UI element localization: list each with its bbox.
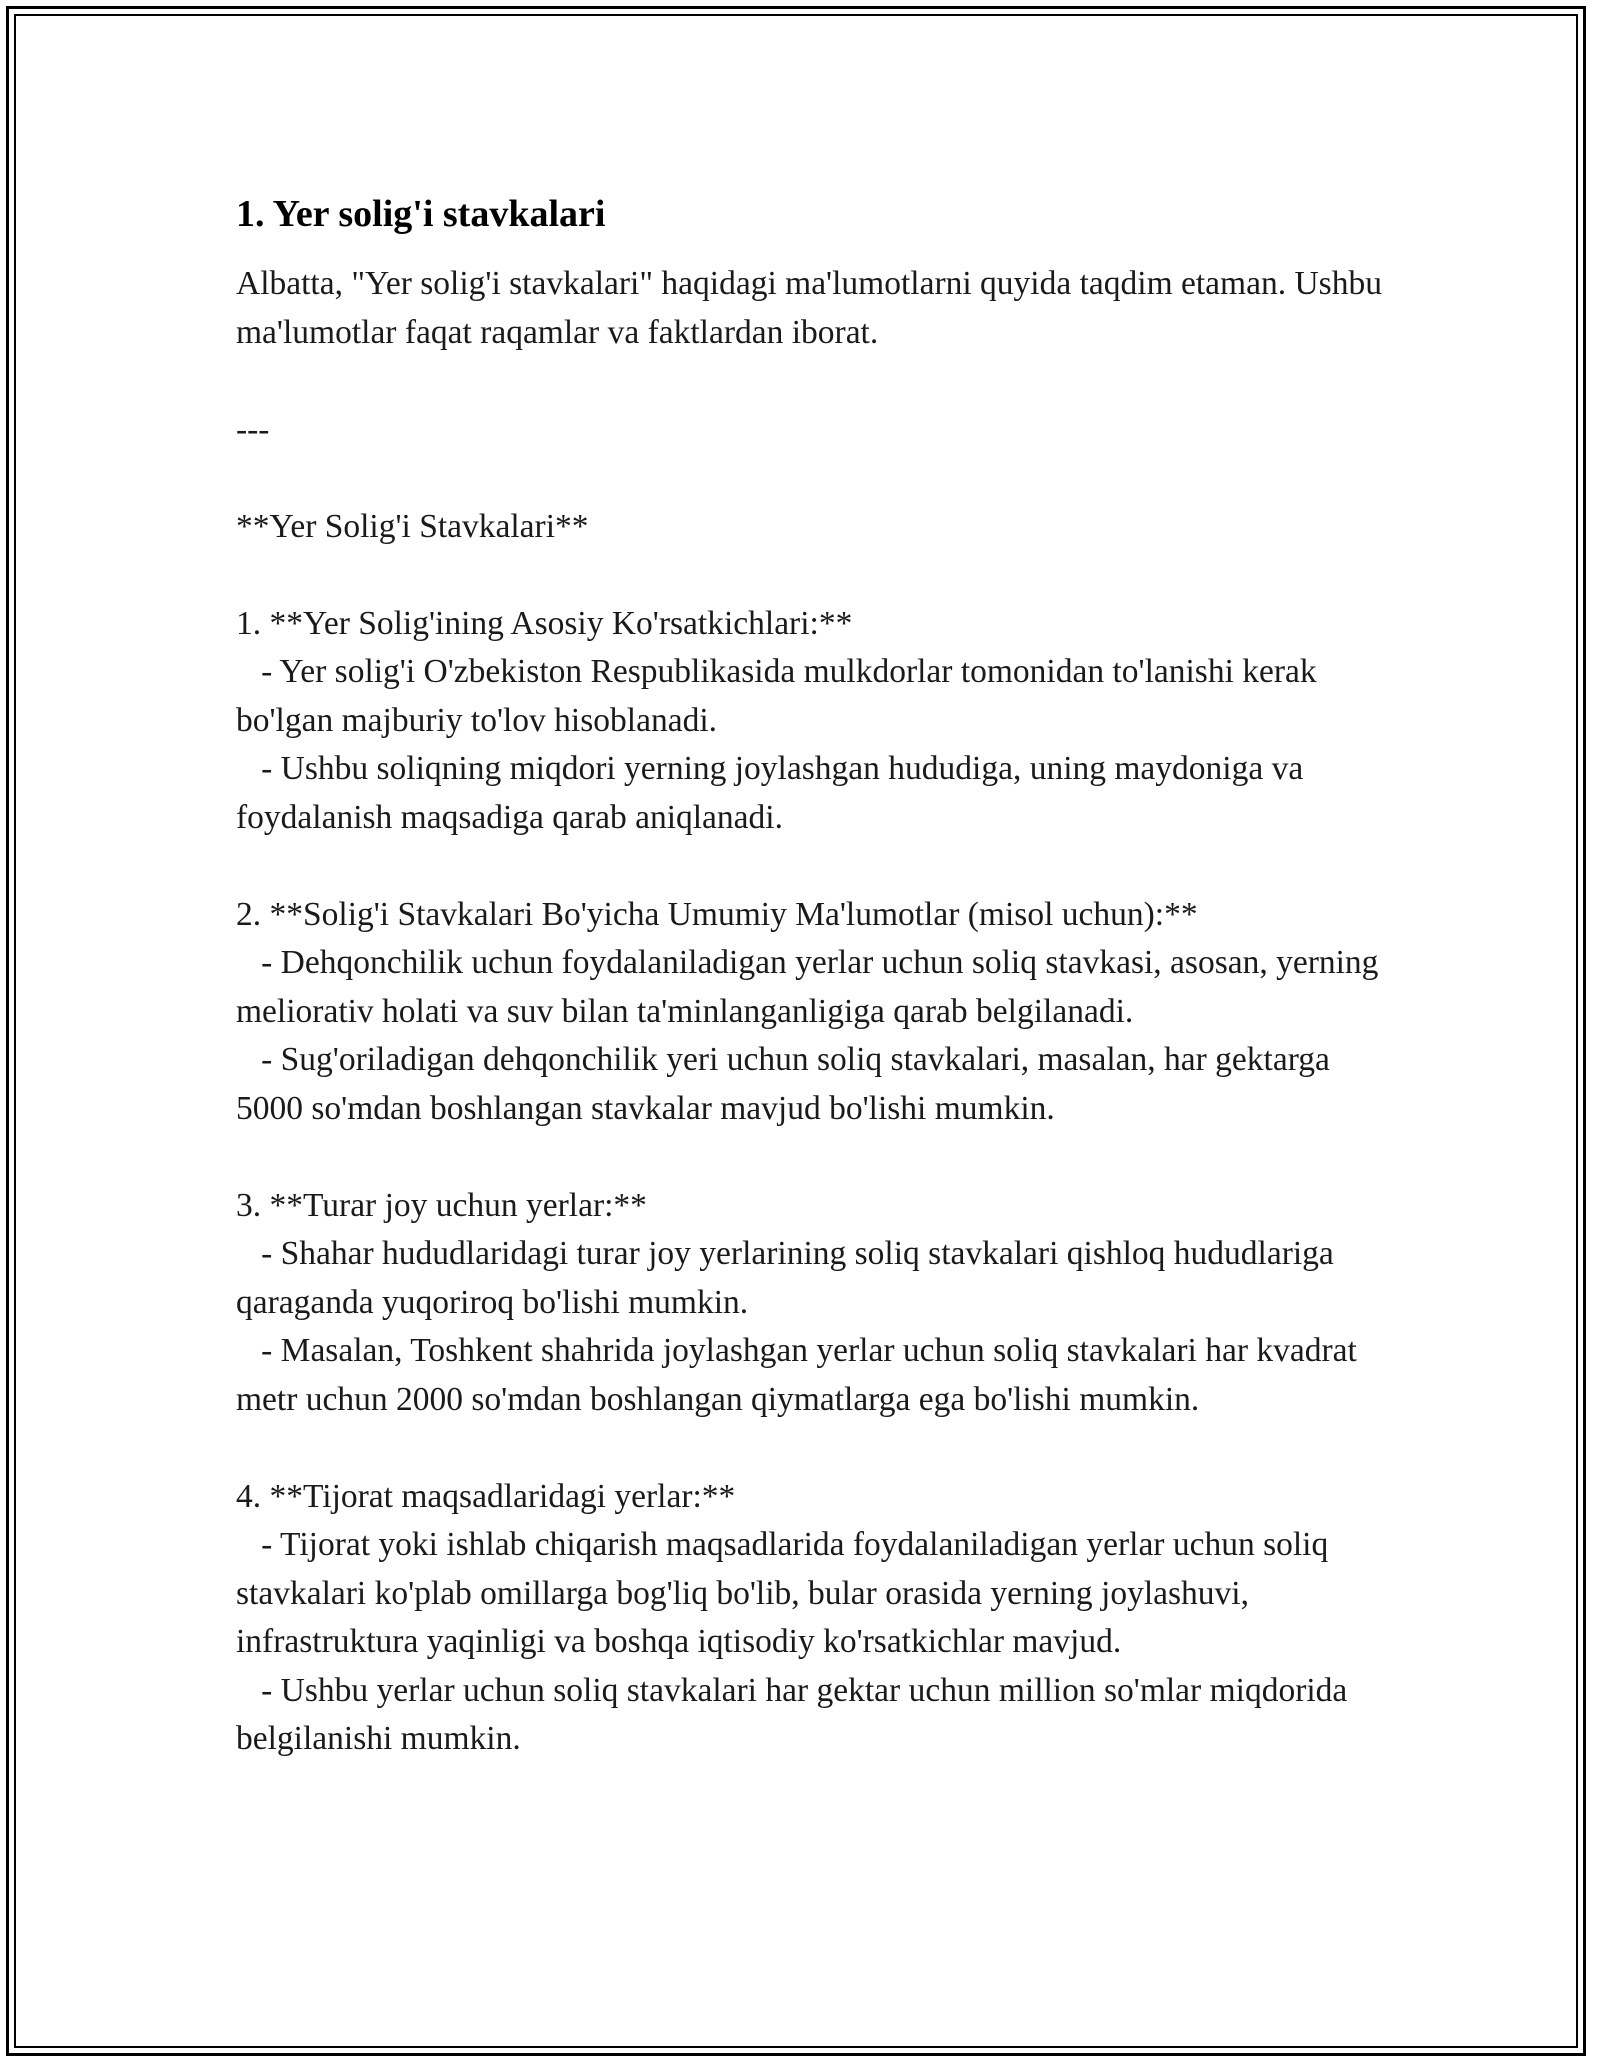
- blank-line: [236, 842, 1386, 891]
- section-title: 1. **Yer Solig'ining Asosiy Ko'rsatkichlari:**: [236, 604, 853, 642]
- document-subtitle: **Yer Solig'i Stavkalari**: [236, 507, 589, 545]
- section-item: - Ushbu soliqning miqdori yerning joylashgan hududiga, uning maydoniga va foydalanish maqsadiga qarab aniqlanadi.: [236, 750, 1312, 836]
- section-title: 3. **Turar joy uchun yerlar:**: [236, 1186, 647, 1224]
- page-title: 1. Yer solig'i stavkalari: [236, 193, 606, 235]
- document-body: [236, 190, 1391, 1764]
- blank-line: [236, 551, 1386, 600]
- section-item: - Yer solig'i O'zbekiston Respublikasida mulkdorlar tomonidan to'lanishi kerak bo'lgan majburiy to'lov hisoblanadi.: [236, 653, 1326, 739]
- section-3: [236, 1182, 1386, 1425]
- section-1: [236, 600, 1386, 843]
- separator-line: ---: [236, 410, 270, 448]
- section-item: - Dehqonchilik uchun foydalaniladigan yerlar uchun soliq stavkasi, asosan, yerning meliorativ holati va suv bilan ta'minlanganligiga qarab belgilanadi.: [236, 944, 1387, 1030]
- section-item: - Ushbu yerlar uchun soliq stavkalari har gektar uchun million so'mlar miqdorida belgilanishi mumkin.: [236, 1671, 1356, 1757]
- blank-line: [236, 1133, 1386, 1182]
- section-title: 4. **Tijorat maqsadlaridagi yerlar:**: [236, 1477, 736, 1515]
- blank-line: [236, 357, 1386, 406]
- section-2: [236, 891, 1386, 1134]
- section-item: - Tijorat yoki ishlab chiqarish maqsadlarida foydalaniladigan yerlar uchun soliq stavkalari ko'plab omillarga bog'liq bo'lib, bular orasida yerning joylashuvi, infrastruktura yaqinligi va boshqa iqtisodiy ko'rsatkichlar mavjud.: [236, 1526, 1337, 1660]
- section-item: - Masalan, Toshkent shahrida joylashgan yerlar uchun soliq stavkalari har kvadrat metr uchun 2000 so'mdan boshlangan qiymatlarga ega bo'lishi mumkin.: [236, 1332, 1366, 1418]
- section-4: [236, 1473, 1386, 1764]
- section-title: 2. **Solig'i Stavkalari Bo'yicha Umumiy Ma'lumotlar (misol uchun):**: [236, 895, 1198, 933]
- intro-paragraph: Albatta, "Yer solig'i stavkalari" haqidagi ma'lumotlarni quyida taqdim etaman. Ushbu ma'lumotlar faqat raqamlar va faktlardan iborat.: [236, 265, 1391, 351]
- blank-line: [236, 1424, 1386, 1473]
- section-item: - Sug'oriladigan dehqonchilik yeri uchun soliq stavkalari, masalan, har gektarga 5000 so'mdan boshlangan stavkalar mavjud bo'lishi mumkin.: [236, 1041, 1339, 1127]
- section-item: - Shahar hududlaridagi turar joy yerlarining soliq stavkalari qishloq hududlariga qaraganda yuqoriroq bo'lishi mumkin.: [236, 1235, 1343, 1321]
- blank-line: [236, 454, 1386, 503]
